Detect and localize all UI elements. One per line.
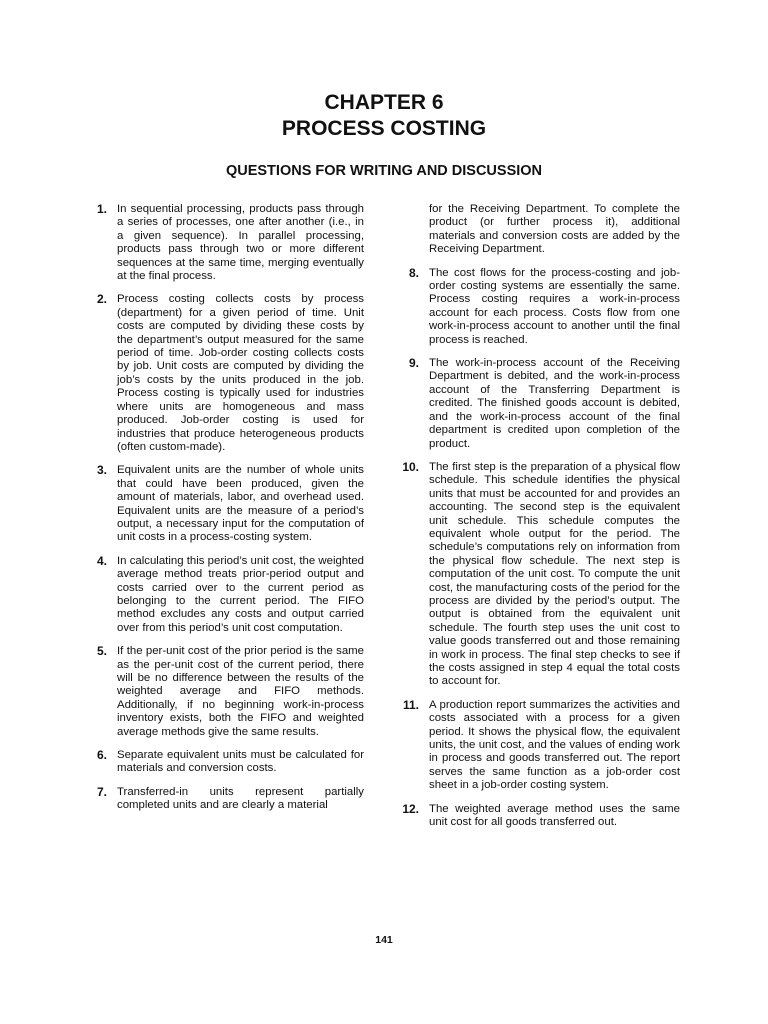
item-number: 9. <box>408 356 419 371</box>
item-number: 3. <box>96 463 107 478</box>
item-text: Separate equivalent units must be calculated for materials and conversion costs. <box>117 749 364 775</box>
item-number: 5. <box>96 644 107 659</box>
section-title: QUESTIONS FOR WRITING AND DISCUSSION <box>225 163 543 179</box>
chapter-number: CHAPTER 6 <box>324 91 444 114</box>
item-text: for the Receiving Department. To complete the product (or further process it), additional materials and conversion costs are added by the Receiving Department. <box>429 203 680 256</box>
questions-column-left <box>84 203 364 823</box>
list-item <box>84 786 364 813</box>
list-item-continuation <box>396 203 680 257</box>
item-number: 8. <box>408 265 419 280</box>
item-number: 7. <box>96 784 107 799</box>
item-text: Process costing collects costs by process (department) for a given period of time. Unit costs are computed by dividing these costs by the department’s output measured for the same period of time. Job-order costing collects costs by job. Unit costs are computed by dividing the job’s costs by the units produced in the job. Process costing is typically used for industries where units are homogeneous and mass produced. Job-order costing is used for industries that produce heterogeneous products (often custom-made). <box>117 293 364 453</box>
item-text: A production report summarizes the activities and costs associated with a process for a given period. It shows the physical flow, the equivalent units, the unit cost, and the values of ending work in process and goods transferred out. The report serves the same function as a job-order cost sheet in a job-order costing system. <box>429 698 680 792</box>
list-item <box>84 203 364 283</box>
item-text: Transferred-in units represent partially completed units and are clearly a material <box>117 785 364 812</box>
item-number: 4. <box>96 553 107 568</box>
item-text: The work-in-process account of the Receiving Department is debited, and the work-in-process account of the Transferring Department is credited. The finished goods account is debited, and the work-in-process account of the final department is credited upon completion of the product. <box>429 357 680 450</box>
chapter-title: PROCESS COSTING <box>281 117 487 140</box>
item-text: The first step is the preparation of a physical flow schedule. This schedule identifies the physical units that must be accounted for and provides an accounting. The second step is the equivalent unit schedule. This schedule computes the equivalent whole output for the period. The schedule’s computations rely on information from the physical flow schedule. The next step is computation of the unit cost. To compute the unit cost, the manufacturing costs of the period for the process are divided by the period’s output. The output is obtained from the equivalent unit schedule. The fourth step uses the unit cost to value goods transferred out and those remaining in work in process. The final step checks to see if the costs assigned in step 4 equal the total costs to account for. <box>429 460 680 688</box>
list-item <box>84 293 364 454</box>
list-item <box>396 699 680 793</box>
item-number: 10. <box>402 459 419 474</box>
item-number: 6. <box>96 748 107 763</box>
list-item <box>84 645 364 739</box>
page-number: 141 <box>375 934 393 946</box>
item-number: 11. <box>402 697 419 712</box>
list-item <box>84 555 364 635</box>
questions-column-right <box>396 203 680 839</box>
list-item <box>396 267 680 347</box>
item-text: If the per-unit cost of the prior period is the same as the per-unit cost of the current period, there will be no difference between the results of the weighted average and FIFO methods. Additionally, if no beginning work-in-process inventory exists, both the FIFO and weighted average methods give the same results. <box>117 645 364 738</box>
list-item <box>396 461 680 689</box>
item-text: In sequential processing, products pass through a series of processes, one after another (i.e., in a given sequence). In parallel processing, products pass through two or more different sequences at the same time, merging eventually at the final process. <box>117 203 364 283</box>
item-number: 2. <box>96 292 107 307</box>
item-text: In calculating this period’s unit cost, the weighted average method treats prior-period output and costs carried over to the current period as belonging to the current period. The FIFO method excludes any costs and output carried over from this period’s unit cost computation. <box>117 554 364 634</box>
list-item <box>396 803 680 830</box>
list-item <box>396 357 680 451</box>
item-text: The cost flows for the process-costing and job-order costing systems are essentially the same. Process costing requires a work-in-process account for each process. Costs flow from one work-in-process account to another until the final process is reached. <box>429 266 680 346</box>
list-item <box>84 464 364 544</box>
list-item <box>84 749 364 776</box>
item-text: The weighted average method uses the same unit cost for all goods transferred out. <box>429 802 680 829</box>
chapter-heading <box>0 90 768 142</box>
item-number: 12. <box>402 801 419 816</box>
item-number: 1. <box>96 202 107 216</box>
item-text: Equivalent units are the number of whole units that could have been produced, given the amount of materials, labor, and overhead used. Equivalent units are the measure of a period’s output, a necessary input for the computation of unit costs in a process-costing system. <box>117 464 364 544</box>
